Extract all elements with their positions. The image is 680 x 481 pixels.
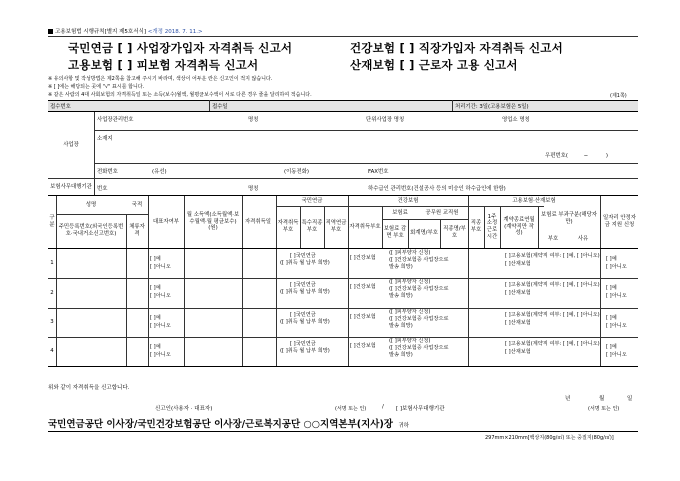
rep-no-checkbox[interactable]: [ ]아니오 (150, 322, 171, 329)
ei-job: 직종부호 (470, 220, 482, 233)
hi-premium-header: 보험료 (392, 209, 408, 216)
ia-checkbox[interactable]: [ ]산재보험 (505, 290, 531, 297)
row-rule (48, 337, 638, 338)
workplace-phone[interactable]: 전화번호 (97, 169, 118, 175)
ei-checkbox[interactable]: [ ]고용보험(계약직 여부: [ ]예, [ ]아니오) (505, 311, 600, 318)
col-stay: 체류자격 (129, 224, 145, 237)
ei-premium: 보험료 부과구분(해당자만) (541, 212, 597, 225)
rep-yes-checkbox[interactable]: [ ]예 (150, 256, 161, 262)
rep-yes-checkbox[interactable]: [ ]예 (150, 285, 161, 292)
divider (94, 112, 95, 178)
receipt-shading (48, 100, 638, 111)
divider (94, 179, 95, 195)
paper-size: 297mm×210mm[백상지(80g/㎡) 또는 중질지(80g/㎡)] (485, 435, 614, 441)
signer-sign[interactable]: (서명 또는 인) (335, 406, 367, 412)
ei-checkbox[interactable]: [ ]고용보험(계약직 여부: [ ]예, [ ]아니오) (505, 340, 600, 347)
col-reg-no: 주민등록번호(외국인등록번호·국내거소신고번호) (58, 224, 124, 237)
header-bottom-rule (48, 248, 638, 249)
row-number: 1 (50, 260, 54, 267)
np-code: 자격취득부호 (277, 220, 299, 233)
np-first-month-checkbox[interactable]: ([ ]취득 월 납부 희망) (280, 260, 330, 266)
np-first-month-checkbox[interactable]: ([ ]취득 월 납부 희망) (280, 347, 330, 354)
header-rule (48, 36, 638, 37)
np-checkbox[interactable]: [ ]국민연금 (290, 282, 316, 289)
ei-premium-code: 부호 (547, 235, 559, 242)
hi-checkbox[interactable]: [ ]건강보험 (350, 284, 376, 291)
postal-label: 우편번호( (545, 153, 568, 159)
date-day[interactable]: 일 (627, 396, 633, 402)
hi-dependent-checkbox[interactable]: ([ ]피부양자 신청) (389, 308, 431, 315)
hi-card-checkbox[interactable]: ([ ]건강보험증 사업장으로 (389, 286, 449, 293)
ia-checkbox[interactable]: [ ]산재보험 (505, 319, 531, 326)
np-first-month-checkbox[interactable]: ([ ]취득 월 납부 희망) (280, 289, 330, 296)
title-national-pension: 국민연금 [ ] 사업장가입자 자격취득 신고서 (68, 41, 293, 55)
receipt-number-label: 접수번호 (50, 104, 71, 110)
hi-header: 건강보험 (397, 197, 419, 204)
workplace-mgmt-no[interactable]: 사업장관리번호 (97, 117, 134, 123)
stable-no-checkbox[interactable]: [ ]아니오 (606, 322, 627, 329)
stable-yes-checkbox[interactable]: [ ]예 (606, 285, 617, 292)
col-rule (382, 219, 468, 220)
postal-close: ) (605, 153, 609, 159)
date-month[interactable]: 월 (599, 396, 605, 402)
ei-checkbox[interactable]: [ ]고용보험(계약직 여부: [ ]예, [ ]아니오) (505, 282, 600, 289)
hi-card-note: 발송 희망) (389, 322, 413, 329)
declaration: 위와 같이 자격취득을 신고합니다. (48, 385, 130, 391)
section-rule (48, 178, 638, 179)
revision-note: <개정 2018. 7. 11.> (147, 29, 203, 35)
np-special: 특수직종부호 (301, 220, 323, 233)
row-rule (48, 278, 638, 279)
workplace-branch-name[interactable]: 영업소 명칭 (502, 117, 530, 123)
hi-code: 자격취득부호 (349, 223, 381, 230)
ei-contract-end: 계약종료연월(계약직만 작성) (503, 216, 535, 237)
stable-no-checkbox[interactable]: [ ]아니오 (606, 264, 627, 270)
hi-card-note: 발송 희망) (389, 351, 413, 358)
row-number: 3 (50, 318, 54, 325)
agency-name[interactable]: 명칭 (248, 186, 259, 192)
col-divider (56, 196, 57, 366)
ia-checkbox[interactable]: [ ]산재보험 (505, 261, 531, 267)
hi-premium: 보험료 감면 부호 (383, 226, 407, 239)
square-bullet-icon (48, 29, 53, 34)
addressee: 국민연금공단 이사장/국민건강보험공단 이사장/근로복지공단 ○○지역본부(지사)장 귀하 (48, 419, 409, 430)
agency-section-label: 보험사무대행기관 (50, 183, 92, 190)
rep-yes-checkbox[interactable]: [ ]예 (150, 314, 161, 321)
row-number: 4 (50, 348, 54, 354)
ei-header: 고용보험·산재보험 (512, 197, 556, 204)
col-acq-date: 자격취득일 (244, 218, 272, 225)
hi-public-header: 공무원 교직원 (425, 209, 459, 216)
processing-period: 처리기간: 3일(고용보험은 5일) (455, 104, 529, 110)
col-stable: 일자리 안정자금 지원 신청 (603, 215, 636, 228)
row-rule (94, 130, 638, 131)
agency-checkbox[interactable]: [ ]보험사무대행기관 (396, 406, 445, 412)
stable-no-checkbox[interactable]: [ ]아니오 (606, 351, 627, 358)
hi-checkbox[interactable]: [ ]건강보험 (350, 342, 376, 349)
honorific: 귀하 (398, 423, 409, 429)
signer-label: 신고인(사용자 · 대표자) (155, 406, 213, 412)
table-top-rule (48, 100, 638, 101)
hi-account: 회계명/부호 (410, 229, 438, 236)
ia-checkbox[interactable]: [ ]산재보험 (505, 348, 531, 355)
workplace-unit-name[interactable]: 단위사업장 명칭 (366, 117, 405, 123)
workplace-postal[interactable] (545, 151, 608, 159)
note-2: ※ [ ]에는 해당되는 곳에 "√" 표시를 합니다. (48, 84, 145, 90)
col-income: 월 소득액(소득월액·보수월액·월 평균보수)(원) (186, 211, 240, 232)
np-occupational: 직역연금부호 (325, 220, 347, 233)
page-label: (제1쪽) (610, 93, 627, 99)
title-employment-insurance: 고용보험 [ ] 피보험 자격취득 신고서 (68, 58, 259, 72)
note-1: ※ 유의사항 및 작성방법은 제2쪽을 참고해 주시기 바라며, 색상이 어두운 란은 신고인이 적지 않습니다. (48, 76, 273, 82)
ei-premium-reason: 사유 (577, 235, 589, 242)
divider (209, 100, 210, 111)
hi-checkbox[interactable]: [ ]건강보험 (350, 313, 376, 320)
divider (452, 100, 453, 111)
receipt-date-label: 접수일 (212, 104, 228, 110)
rep-no-checkbox[interactable]: [ ]아니오 (150, 264, 171, 270)
table-bottom-rule (48, 366, 638, 367)
stable-yes-checkbox[interactable]: [ ]예 (606, 314, 617, 321)
hi-card-checkbox[interactable]: ([ ]건강보험증 사업장으로 (389, 257, 449, 263)
np-checkbox[interactable]: [ ]국민연금 (290, 340, 316, 347)
col-rep: 대표자여부 (152, 218, 180, 225)
subcontractor-mgmt-no[interactable]: 하수급인 관리번호(건설공사 등의 미승인 하수급인에 한함) (368, 186, 506, 192)
ei-hours: 1주 소정근로시간 (486, 213, 498, 240)
hi-card-note: 발송 희망) (389, 293, 413, 300)
stable-yes-checkbox[interactable]: [ ]예 (606, 256, 617, 262)
workplace-section-label: 사업장 (63, 141, 79, 148)
col-rule (56, 214, 148, 215)
agency-number[interactable]: 번호 (97, 186, 108, 192)
col-name: 성명 (85, 201, 97, 208)
rep-yes-checkbox[interactable]: [ ]예 (150, 343, 161, 350)
hi-checkbox[interactable]: [ ]건강보험 (350, 255, 376, 261)
title-health-insurance: 건강보험 [ ] 직장가입자 자격취득 신고서 (350, 41, 563, 55)
workplace-landline[interactable]: (유선) (152, 169, 167, 175)
row-rule (94, 163, 638, 164)
hi-card-checkbox[interactable]: ([ ]건강보험증 사업장으로 (389, 315, 449, 322)
hi-card-checkbox[interactable]: ([ ]건강보험증 사업장으로 (389, 344, 449, 351)
hi-card-note: 발송 희망) (389, 264, 413, 270)
rep-no-checkbox[interactable]: [ ]아니오 (150, 293, 171, 300)
title-industrial-accident: 산재보험 [ ] 근로자 고용 신고서 (350, 58, 518, 72)
note-3: ※ 같은 사람의 4대 사회보험의 자격취득일 또는 소득(보수)월액, 월평균보수액이 서로 다른 경우 줄을 달리하여 적습니다. (48, 92, 312, 98)
footer-rule (48, 431, 638, 432)
np-checkbox[interactable]: [ ]국민연금 (290, 311, 316, 318)
workplace-fax[interactable]: FAX번호 (368, 169, 389, 175)
stable-yes-checkbox[interactable]: [ ]예 (606, 343, 617, 350)
postal-dash: − (583, 153, 589, 159)
hi-dependent-checkbox[interactable]: ([ ]피부양자 신청) (389, 279, 431, 286)
hi-dependent-checkbox[interactable]: ([ ]피부양자 신청) (389, 337, 431, 344)
np-header: 국민연금 (301, 197, 323, 204)
workplace-name[interactable]: 명칭 (248, 117, 259, 123)
form-reference: 고용보험법 시행규칙[별지 제5호서식] <개정 2018. 7. 11.> (48, 27, 203, 35)
workplace-address[interactable]: 소재지 (97, 136, 113, 142)
agency-sign[interactable]: (서명 또는 인) (588, 406, 620, 412)
np-first-month-checkbox[interactable]: ([ ]취득 월 납부 희망) (280, 318, 330, 325)
hi-job: 직종명/부호 (443, 226, 466, 239)
row-rule (48, 308, 638, 309)
col-seq: 구분 (49, 215, 55, 228)
rep-no-checkbox[interactable]: [ ]아니오 (150, 351, 171, 358)
np-checkbox[interactable]: [ ]국민연금 (290, 253, 316, 259)
receipt-bottom-rule (48, 111, 638, 112)
hi-dependent-checkbox[interactable]: ([ ]피부양자 신청) (389, 250, 431, 256)
row-number: 2 (50, 289, 54, 296)
stable-no-checkbox[interactable]: [ ]아니오 (606, 293, 627, 300)
col-nationality: 국적 (131, 201, 143, 208)
ei-checkbox[interactable]: [ ]고용보험(계약직 여부: [ ]예, [ ]아니오) (505, 253, 600, 259)
date-year[interactable]: 년 (565, 396, 571, 402)
workplace-mobile[interactable]: (이동전화) (284, 169, 310, 175)
signer-slash: / (382, 404, 384, 410)
